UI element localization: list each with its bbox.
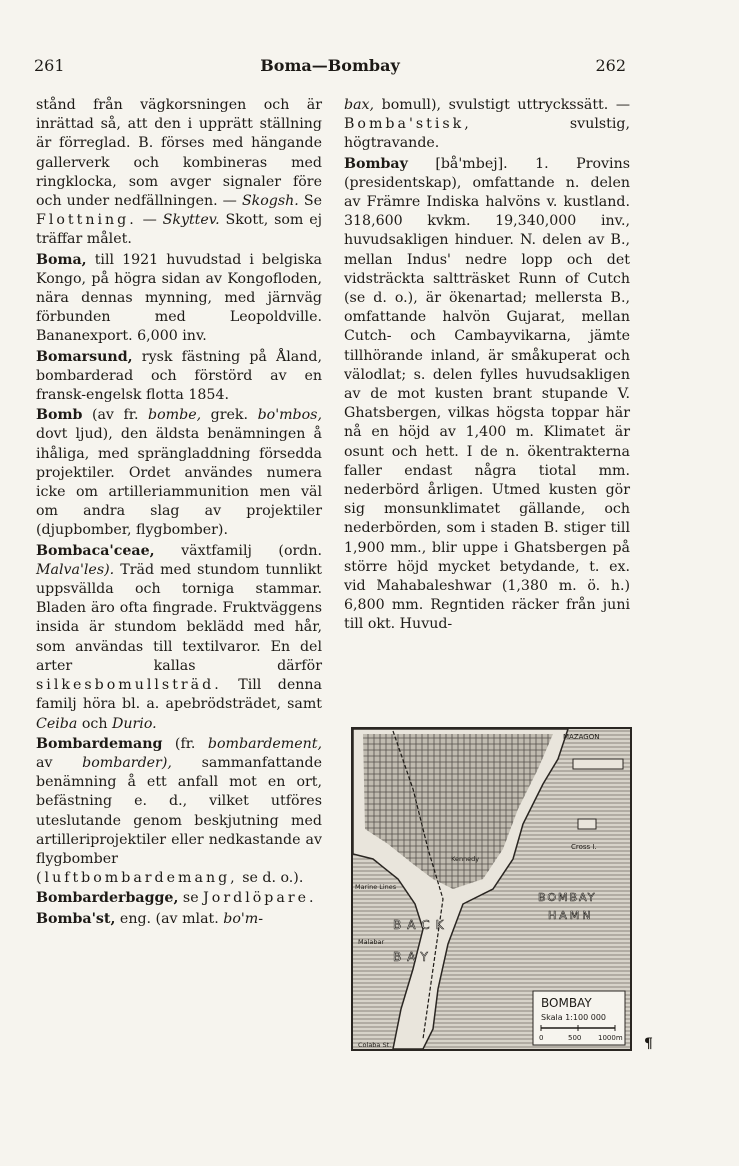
running-title: Boma—Bombay — [260, 56, 400, 75]
label-malabar: Malabar — [358, 938, 385, 946]
entry-boma: Boma, till 1921 huvudstad i belgiska Kongo, på högra sidan av Kongofloden, nära dennas mynning, med järnväg förbunden med Leopoldville. Bananexport. 6,000 inv. — [36, 251, 323, 345]
label-bombay-harbour-2: HAMN — [548, 909, 594, 922]
pier — [573, 759, 623, 769]
map-scale: Skala 1:100 000 — [541, 1013, 607, 1022]
margin-mark: ¶ — [644, 1036, 653, 1052]
entry-bombay: Bombay [bå'mbej]. 1. Provins (presidentskap), omfattande n. delen av Främre Indiska halvöns v. kustland. 318,600 kvkm. 19,340,000 inv., huvudsakligen hinduer. N. delen av B., mellan Indus' nedre lopp och det vidsträckta saltträsket Runn of Cutch (se d. o.), är ökenartad; mellersta B., omfattande halvön Gujarat, mellan Cutch- och Cambayvikarna, jämte tillhörande inland, är småkuperat och välodlat; s. delen fylles huvudsakligen av de mot kusten brant stupande V. Ghatsbergen, vilkas högsta toppar här nå en höjd av 1,400 m. Klimatet är osunt och hett. I de n. ökentrakterna faller endast några tiotal mm. nederbörd årligen. Utmed kusten gör sig monsunklimatet gällande, och nederbörden, som i staden B. stiger till 1,900 mm., blir uppe i Ghatsbergen på större höjd mycket betydande, t. ex. vid Mahabaleshwar (1,380 m. ö. h.) 6,800 mm. Regntiden räcker från juni till okt. Huvud- — [344, 155, 630, 633]
entry-continuation: stånd från vägkorsningen och är inrättad så, att den i upprätt ställning är förreglad. B. förses med hängande gallerverk och kombineras med ringklocka, som avger signaler före och under nedfällningen. — Skogsh. Se Flottning. — Skyttev. Skott, som ej träffar målet. — [36, 97, 323, 248]
page-header — [34, 56, 626, 80]
label-back-bay: BACK — [393, 918, 450, 932]
page-number-right: 262 — [595, 56, 626, 75]
headword: Bomb — [36, 407, 83, 424]
scale-label-0: 0 — [539, 1034, 544, 1042]
entry-bomb: Bomb (av fr. bombe, grek. bo'mbos, dovt ljud), den äldsta benämningen å ihåliga, med sprängladdning försedda projektiler. Ordet användes numera icke om artilleriammunition men väl om andra slag av projektiler (djupbomber, flygbomber). — [36, 407, 322, 539]
map-graphic — [353, 729, 630, 1049]
entry-bombaceae: Bombaca'ceae, växtfamilj (ordn. Malva'les). Träd med stundom tunnlikt uppsvällda och torniga stammar. Bladen äro ofta fingrade. Fruktväggens insida är stundom beklädd med hår, som användas till textilvaror. En del arter kallas därför silkesbomullsträd. Till denna familj höra bl. a. apebrödsträdet, samt Ceiba och Durio. — [36, 542, 323, 732]
entry-bomarsund: Bomarsund, rysk fästning på Åland, bombarderad och förstörd av en fransk-engelsk flotta 1854. — [36, 348, 322, 404]
label-back-bay-2: BAY — [393, 950, 434, 964]
headword: Bombarderbagge, — [36, 890, 179, 907]
headword: Boma, — [36, 251, 87, 268]
label-colaba: Colaba St. — [358, 1041, 392, 1049]
headword: Bombay — [344, 155, 408, 172]
left-column — [36, 96, 322, 929]
label-bombay-harbour: BOMBAY — [538, 891, 597, 904]
page-number-left: 261 — [34, 56, 65, 75]
entry-bombast: Bomba'st, eng. (av mlat. bo'm- — [36, 910, 264, 927]
bombay-map — [351, 727, 632, 1051]
cross-island — [578, 819, 596, 829]
entry-bombarderbagge: Bombarderbagge, se Jordlöpare. — [36, 890, 317, 907]
map-title: BOMBAY — [541, 996, 592, 1010]
entry-bombardemang: Bombardemang (fr. bombardement, av bombarder), sammanfattande benämning å ett anfall mot en ort, befästning e. d., vilket utföres uteslutande genom beskjutning med artilleriprojektiler eller nedkastande av flygbomber (luftbombardemang, se d. o.). — [36, 735, 323, 887]
headword: Bombaca'ceae, — [36, 542, 155, 559]
scale-label-1000: 1000m — [598, 1034, 623, 1042]
entry-bombast-continuation: bax, bomull), svulstigt uttryckssätt. — Bomba'stisk, svulstig, högtravande. — [344, 97, 631, 152]
right-column — [344, 96, 630, 635]
label-kennedy: Kennedy — [451, 855, 480, 863]
label-marine-lines: Marine Lines — [355, 883, 397, 891]
headword: Bomba'st, — [36, 910, 116, 927]
label-mazagon: MAZAGON — [563, 733, 600, 741]
scale-label-500: 500 — [568, 1034, 582, 1042]
label-cross-island: Cross I. — [571, 843, 597, 851]
headword: Bombardemang — [36, 735, 163, 752]
headword: Bomarsund, — [36, 348, 133, 365]
